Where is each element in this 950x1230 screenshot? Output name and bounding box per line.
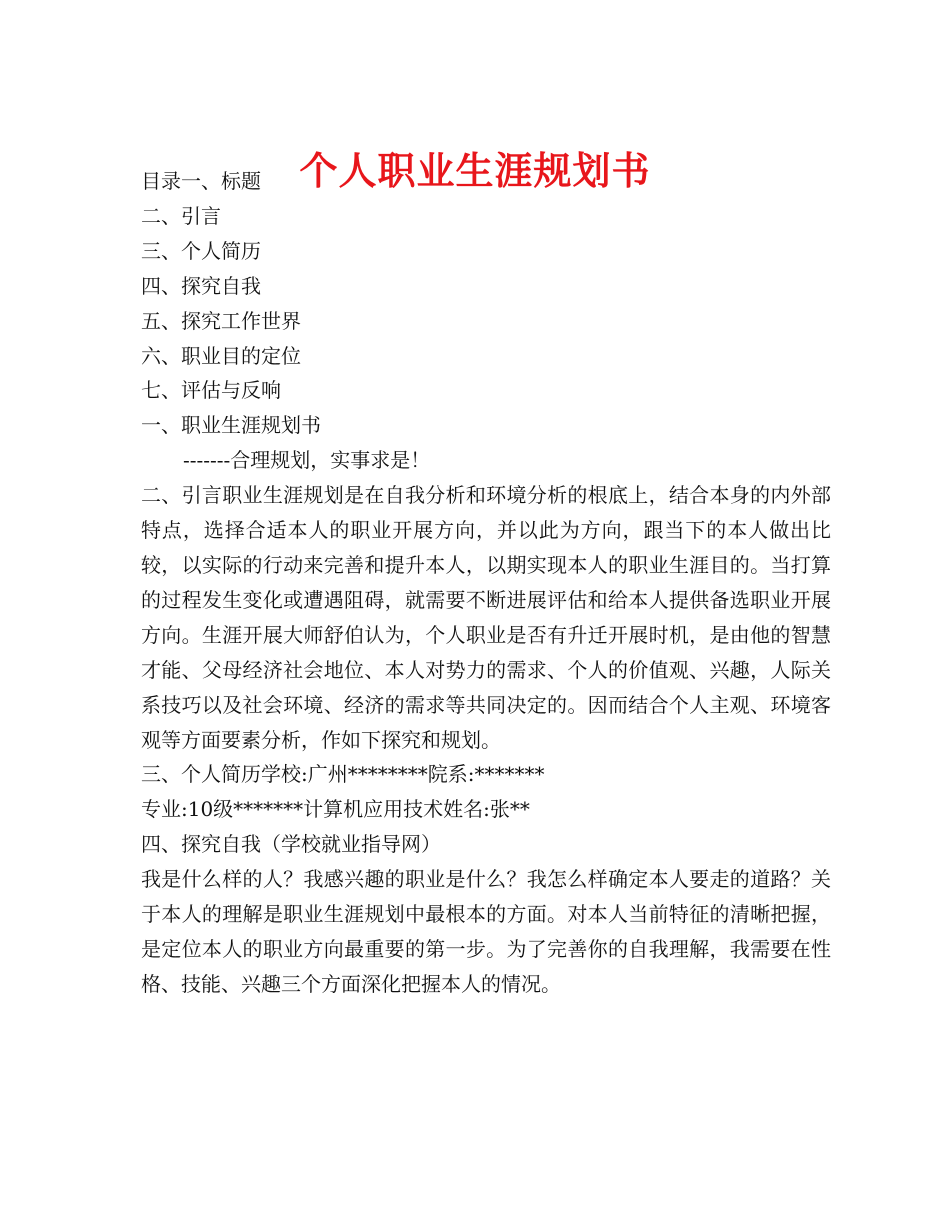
toc-item: 三、个人简历 — [141, 238, 261, 263]
toc-item: 目录一、标题 — [141, 169, 261, 193]
resume-line: 三、个人简历学校:广州********院系:******* — [141, 762, 545, 787]
toc-item: 七、评估与反响 — [141, 378, 281, 403]
self-exploration-paragraph: 我是什么样的人？我感兴趣的职业是什么？我怎么样确定本人要走的道路？关于本人的理解是职业生涯规划中最根本的方面。对本人当前特征的清晰把握，是定位本人的职业方向最重要的第一步。为了完善你的自我理解，我需要在性格、技能、兴趣三个方面深化把握本人的情况。 — [141, 867, 831, 996]
introduction-paragraph: 二、引言职业生涯规划是在自我分析和环境分析的根底上，结合本身的内外部特点，选择合适本人的职业开展方向，并以此为方向，跟当下的本人做出比较，以实际的行动来完善和提升本人，以期实现本人的职业生涯目的。当打算的过程发生变化或遭遇阻碍，就需要不断进展评估和给本人提供备选职业开展方向。生涯开展大师舒伯认为，个人职业是否有升迁开展时机，是由他的智慧才能、父母经济社会地位、本人对势力的需求、个人的价值观、兴趣，人际关系技巧以及社会环境、经济的需求等共同决定的。因而结合个人主观、环境客观等方面要素分析，作如下探究和规划。 — [141, 483, 831, 752]
document-body — [141, 164, 831, 1002]
section-heading: 一、职业生涯规划书 — [141, 413, 321, 438]
document-title: 个人职业生涯规划书 — [299, 149, 651, 194]
toc-item: 五、探究工作世界 — [141, 308, 301, 333]
toc-item: 四、探究自我 — [141, 273, 261, 298]
section-motto: -------合理规划，实事求是！ — [183, 448, 431, 473]
toc-item: 二、引言 — [141, 203, 221, 228]
section-heading: 四、探究自我（学校就业指导网） — [141, 832, 441, 857]
toc-item: 六、职业目的定位 — [141, 343, 301, 368]
resume-line: 专业:10级*******计算机应用技术姓名:张** — [141, 797, 530, 822]
